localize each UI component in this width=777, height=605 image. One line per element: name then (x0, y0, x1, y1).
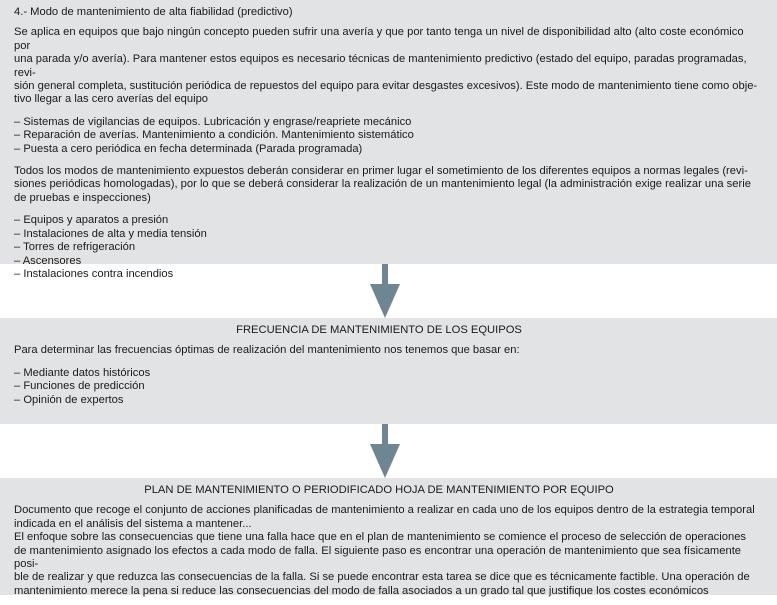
box-heading: PLAN DE MANTENIMIENTO O PERIODIFICADO HOJA DE MANTENIMIENTO POR EQUIPO (144, 484, 614, 496)
plan-paragraph (14, 504, 760, 598)
text-line: Se aplica en equipos que bajo ningún concepto pueden sufrir una avería y que por tanto tenga un nivel de disponibilidad alto (alto coste económico por (14, 26, 744, 52)
description-paragraph (14, 26, 760, 106)
list-item: – Puesta a cero periódica en fecha determinada (Parada programada) (14, 143, 760, 156)
maintenance-frequency-box (0, 318, 777, 424)
list-item: – Sistemas de vigilancias de equipos. Lubricación y engrase/reapriete mecánico (14, 116, 760, 129)
text-line: siones periódicas homologadas), por lo que se deberá considerar la realización de un mantenimiento legal (la administración exige realizar una serie (14, 178, 751, 191)
predictive-maintenance-box (0, 0, 777, 280)
legal-paragraph (14, 165, 760, 205)
box-heading: 4.- Modo de mantenimiento de alta fiabilidad (predictivo) (14, 6, 293, 18)
text-line: tivo llegar a las cero averías del equipo (14, 93, 209, 106)
list-item: – Torres de refrigeración (14, 241, 760, 254)
text-line: indicada en el análisis del sistema a mantener... (14, 517, 252, 530)
text-line: Todos los modos de mantenimiento expuestos deberán considerar en primer lugar el sometimiento de los diferentes equipos a normas legales (revi- (14, 165, 748, 178)
list-item: – Instalaciones contra incendios (14, 268, 760, 281)
list-item: – Mediante datos históricos (14, 367, 760, 380)
text-line: de mantenimiento asignado los efectos a cada modo de falla. El siguiente paso es encontrar una operación de mantenimiento que sea físicamente posi- (14, 544, 742, 571)
text-line: Documento que recoge el conjunto de acciones planificadas de mantenimiento a realizar en cada uno de los equipos dentro de la estrategia temporal (14, 504, 755, 517)
list-item: – Ascensores (14, 255, 760, 268)
frequency-sources-list (14, 367, 760, 407)
text-line: de pruebas e inspecciones) (14, 191, 151, 204)
list-item: – Equipos y aparatos a presión (14, 214, 760, 227)
intro-text: Para determinar las frecuencias óptimas de realización del mantenimiento nos tenemos que basar en: (14, 344, 520, 357)
list-item: – Opinión de expertos (14, 394, 760, 407)
text-line: ble de realizar y que reduzca las consecuencias de la falla. Si se puede encontrar esta tarea se dice que es técnicamente factible. Una operación de (14, 571, 750, 584)
text-line: sión general completa, sustitución periódica de repuestos del equipo para evitar desgastes excesivos). Este modo de mantenimiento tiene como obje- (14, 80, 758, 93)
text-line: El enfoque sobre las consecuencias que tiene una falla hace que en el plan de mantenimiento se comience el proceso de selección de operaciones (14, 531, 747, 544)
down-arrow-icon (370, 264, 400, 318)
down-arrow-icon (370, 424, 400, 478)
maintenance-plan-box (0, 478, 777, 595)
list-item: – Funciones de predicción (14, 380, 760, 393)
text-line: mantenimiento merece la pena si reduce las consecuencias del modo de falla asociados a un grado tal que justifique los costes económicos (14, 584, 709, 597)
text-line: una parada y/o avería). Para mantener estos equipos es necesario técnicas de mantenimiento predictivo (estado del equipo, paradas programadas, revi- (14, 53, 747, 79)
list-item: – Reparación de averías. Mantenimiento a condición. Mantenimiento sistemático (14, 129, 760, 142)
techniques-list (14, 116, 760, 156)
box-heading: FRECUENCIA DE MANTENIMIENTO DE LOS EQUIPOS (236, 324, 522, 336)
list-item: – Instalaciones de alta y media tensión (14, 228, 760, 241)
